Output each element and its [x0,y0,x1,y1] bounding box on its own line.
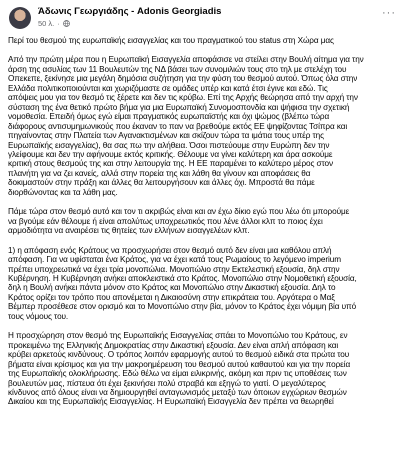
post-paragraph: Πάμε τώρα στον θεσμό αυτό και τον τι ακριβώς είναι και αν έχω δίκιο εγώ που λέω ότι μπορούμε να βγούμε εάν θέλουμε ή είναι απολύτως υποχρεωτικός που λένε άλλοι κλπ το ποιος έχει αρμοδιότητα να αναιρέσει τις θητείες των ελλήνων εισαγγελέων κλπ. [8,207,350,236]
more-options-icon[interactable]: ··· [382,7,396,19]
post-paragraph: Περί του θεσμού της ευρωπαϊκής εισαγγελίας και του πραγματικού του status στη Χώρα μας [8,36,334,45]
post-paragraph: 1) η απόφαση ενός Κράτους να προσχωρήσει στον θεσμό αυτό δεν είναι μια καθόλου απλή απόφαση. Για να υφίσταται ένα Κράτος, για να έχει κατά τους Ρωμαίους το λεγόμενο imperium πρέπει υποχρεωτικά να έχει τρία μονοπώλια. Μονοπώλιο στην Εκτελεστική εξουσία, δηλ στην Κυβέρνηση. Η Κυβέρνηση ανήκει αποκλειστικά στο Κράτος. Μονοπώλιο στην Νομοθετική εξουσία, δηλ η Βουλή ανήκει πάντα μόνον στο Κράτος και Μονοπώλιο στην Δικαστική εξουσία. Δηλ το Κράτος ορίζει τον τρόπο που απονέμεται η Δικαιοσύνη στην επικράτεια του. Αργότερα ο Μαξ Βέμπερ προσέθεσε στον ορισμό και το Μονοπώλιο στην βία, μόνον το Κράτος έχει νόμιμη βία υπό τους νόμους του. [8,245,357,321]
post-paragraph: Από την πρώτη μέρα που η Ευρωπαϊκή Εισαγγελία αποφάσισε να στείλει στην Βουλή αίτημα για την άρση της ασυλίας των 11 Βουλευτών της ΝΔ βάσει των συνομιλιών τους στο τηλ με στελέχη του Οπεκεπε, ξεκίνησε μια μεγάλη δημόσια συζήτηση για την φύση του θεσμού αυτού. Όπως όλα στην Ελλάδα πολιτικοποιούνται και χωριζόμαστε σε ομάδες υπέρ και κατά έτσι έγινε και εδώ. Τις απόψεις μου για τον θεσμό τις ξέρετε και δεν τις κρύβω. Επί της Αρχής θεώρησα από την αρχή την σύσταση της ένα θετικό πρώτο βήμα για μια Ευρωπαϊκή Συνομοσπονδία και ψήφισα την σχετική νομοθεσία. Επειδή όμως εγώ είμαι πραγματικός ευρωπαϊστής και όχι ψώμος (βλέπω τώρα διάφορους αντισυμημωνικούς που έκαναν το παν να βρεθούμε εκτός ΕΕ ψηφίζοντας Τσίπρα και πηγαίνοντας στην Πλατεία των Αγανακτισμένων και σκίζουν τώρα τα ιμάτια τους υπέρ της Ευρωπαϊκής εισαγγελίας), θα σας πω την αλήθεια. Όσοι πιστεύουμε στην Ευρώπη δεν την γλείφουμε και δεν την αφήνουμε εκτός κριτικής. Θέλουμε να γίνει καλύτερη και άρα ασκούμε κριτική στους θεσμούς της και στην λειτουργία της. Η ΕΕ παραμένει το καλύτερο μέρος στον πλανήτη για να ζει κανείς, αλλά στην πορεία της και λάθη θα γίνουν και αποφάσεις θα δοκιμαστούν στην πράξη και άλλες θα λειτουργήσουν και άλλες όχι. Μπροστά θα πάμε διορθώνοντας και τα λάθη μας. [8,55,364,197]
post-header [0,0,407,36]
separator-dot: · [57,19,60,28]
post-body [0,36,407,407]
post-time[interactable]: 50 λ. [38,19,55,28]
post-timestamp-row [38,18,379,29]
avatar[interactable] [9,7,31,29]
post-meta [38,6,379,29]
author-name[interactable]: Άδωνις Γεωργιάδης - Adonis Georgiadis [38,6,222,17]
post-paragraph: Η προσχώρηση στον θεσμό της Ευρωπαϊκής Εισαγγελίας σπάει το Μονοπώλιο του Κράτους, εν προκειμένω της Ελληνικής Δημοκρατίας στην Δικαστική εξουσία. Δεν είναι απλή απόφαση και κρύβει αρκετούς κινδύνους. Ο τρόπος λοιπόν εφαρμογής αυτού το θεσμού ειδικά στα πρώτα του βήματα είναι κρίσιμος και για την μακροημέρευση του θεσμού αυτού καθαυτού και για την πορεία της Ευρωπαϊκής ολοκλήρωσης. Εδώ θέλω να είμαι ειλικρινής, ακόμη και πριν τις υποθέσεις των βουλευτών μας, πίστευα ότι έχει ξεκινήσει πολύ στραβά και εξηγώ το γιατί. Ο μεγαλύτερος κίνδυνος από όλους είναι να δημιουργηθεί ανταγωνισμός μεταξύ των όποιων εγχώριων θεσμών Δικαίου και της Ευρωπαϊκής Εισαγγελίας. Η Ευρωπαϊκή Εισαγγελία δεν πρέπει να θεωρηθεί [8,331,351,407]
globe-icon [63,20,70,27]
